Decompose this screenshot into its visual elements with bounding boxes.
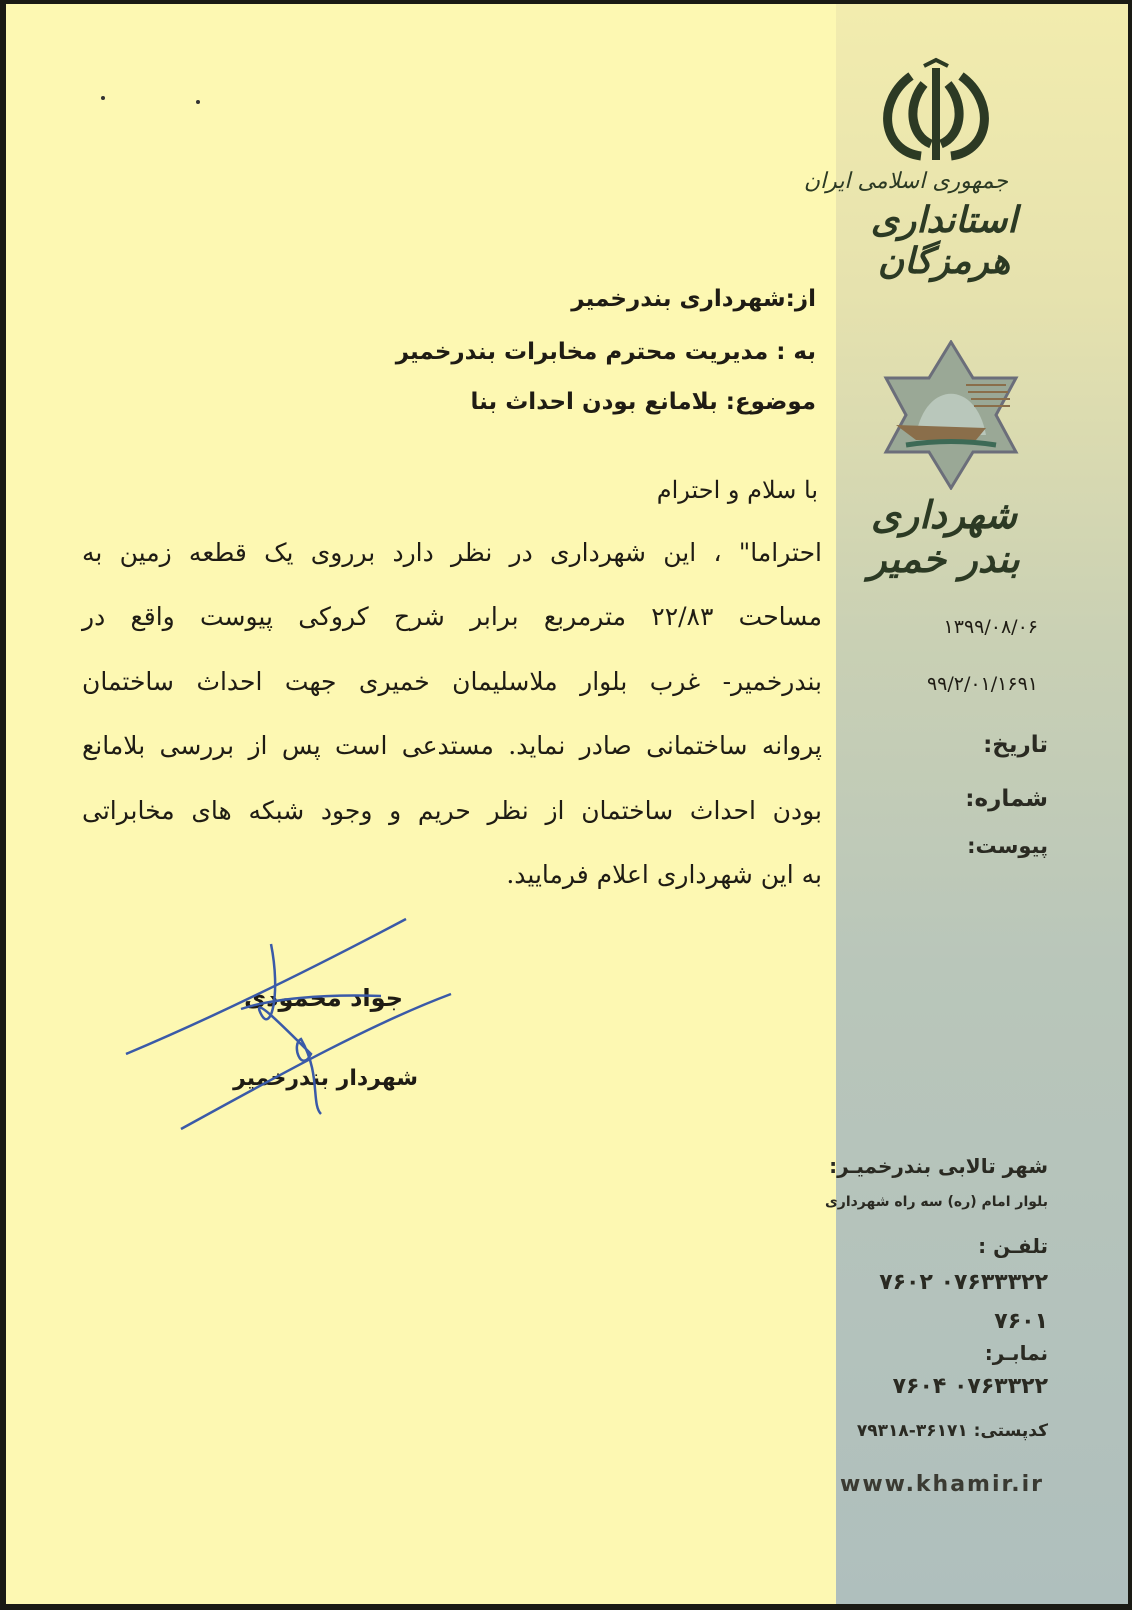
municipality-name: شهرداری بندر خمیر (868, 493, 1020, 581)
date-label: تاریخ: (983, 732, 1048, 758)
phone-label: تلفـن : (978, 1234, 1048, 1258)
body-line: مساحت ۲۲/۸۳ مترمربع برابر شرح کروکی پیوست واقع در (82, 602, 822, 631)
signatory-title: شهردار بندرخمیر (233, 1066, 418, 1091)
fax-number: ۰۷۶۳۳۲۲ ۷۶۰۴ (892, 1374, 1048, 1399)
attachment-label: پیوست: (967, 834, 1048, 858)
municipality-logo-icon (876, 340, 1026, 490)
speck (196, 100, 200, 104)
from-line: از:شهرداری بندرخمیر (571, 286, 816, 312)
body-line: بندرخمیر- غرب بلوار ملاسلیمان خمیری جهت احداث ساختمان (82, 667, 822, 696)
number-value: ۹۹/۲/۰۱/۱۶۹۱ (926, 673, 1038, 695)
body-line: احتراما" ، این شهرداری در نظر دارد برروی یک قطعه زمین به (82, 538, 822, 567)
postal-code: کدپستی: ۳۶۱۷۱-۷۹۳۱۸ (856, 1421, 1048, 1441)
signatory-name: جواد محمودی (244, 984, 403, 1012)
body-line: پروانه ساختمانی صادر نماید. مستدعی است پس از بررسی بلامانع (82, 731, 822, 760)
number-label: شماره: (965, 786, 1048, 812)
country-name: جمهوری اسلامی ایران (803, 169, 1008, 194)
speck (101, 96, 105, 100)
signature-scribble (121, 914, 471, 1134)
website-link[interactable]: www.khamir.ir (840, 1472, 1044, 1497)
to-line: به : مدیریت محترم مخابرات بندرخمیر (395, 339, 816, 365)
subject-line: موضوع: بلامانع بودن احداث بنا (470, 389, 816, 415)
province-name: استانداری هرمزگان (870, 200, 1018, 283)
body-line: بودن احداث ساختمان از نظر حریم و وجود شبکه های مخابراتی (82, 796, 822, 825)
iran-emblem-icon (876, 56, 996, 166)
greeting: با سلام و احترام (656, 476, 818, 504)
body-line: به این شهرداری اعلام فرمایید. (506, 860, 822, 889)
phone-number: ۰۷۶۳۳۳۲۲ ۷۶۰۲ (879, 1270, 1048, 1295)
letter-page (6, 4, 1128, 1604)
fax-label: نمابـر: (984, 1341, 1048, 1365)
date-value: ۱۳۹۹/۰۸/۰۶ (943, 616, 1038, 638)
footer-city: شهر تالابی بندرخمیـر: (829, 1154, 1048, 1178)
phone-number-2: ۷۶۰۱ (994, 1309, 1048, 1334)
footer-address: بلوار امام (ره) سه راه شهرداری (824, 1194, 1048, 1210)
